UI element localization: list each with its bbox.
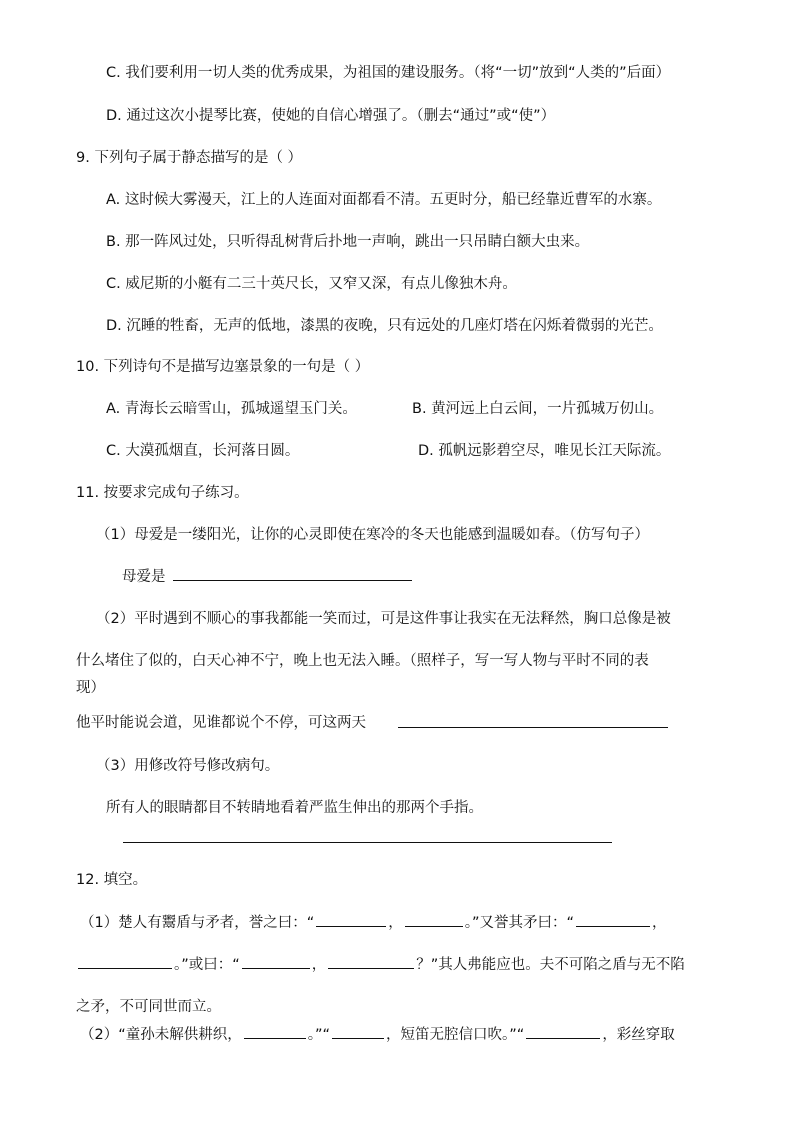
q11-part3-answer-line[interactable]	[123, 842, 612, 843]
q9-option-a: A. 这时候大雾漫天，江上的人连面对面都看不清。五更时分，船已经靠近曹军的水寨。	[106, 192, 662, 208]
q12-text: （1）楚人有鬻盾与矛者，誉之曰：“	[80, 915, 315, 931]
fill-blank[interactable]	[242, 954, 310, 969]
fill-blank[interactable]	[316, 912, 386, 927]
fill-blank[interactable]	[405, 912, 463, 927]
fill-blank[interactable]	[576, 912, 650, 927]
q11-part2-line3: 现）	[76, 680, 105, 696]
q12-stem: 12. 填空。	[76, 872, 148, 888]
q10-option-b: B. 黄河远上白云间，一片孤城万仞山。	[412, 401, 664, 417]
q8-option-d: D. 通过这次小提琴比赛，使她的自信心增强了。（删去“通过”或“使”）	[106, 108, 556, 124]
q10-option-a: A. 青海长云暗雪山，孤城遥望玉门关。	[106, 401, 357, 417]
q12-text: 。”“	[307, 1027, 331, 1043]
q12-part2-line1	[80, 1024, 675, 1046]
q12-text: ，彩丝穿取	[602, 1027, 675, 1043]
q12-part1-line1	[80, 912, 667, 934]
q10-option-c: C. 大漠孤烟直，长河落日圆。	[106, 443, 300, 459]
q11-part3-sentence: 所有人的眼睛都目不转睛地看着严监生伸出的那两个手指。	[106, 800, 483, 816]
fill-blank[interactable]	[328, 954, 414, 969]
q9-option-d: D. 沉睡的牲畜，无声的低地，漆黑的夜晚，只有远处的几座灯塔在闪烁着微弱的光芒。	[106, 318, 663, 334]
q12-text: ，短笛无腔信口吹。”“	[386, 1027, 525, 1043]
fill-blank[interactable]	[244, 1024, 306, 1039]
fill-blank[interactable]	[332, 1024, 384, 1039]
q10-option-d: D. 孤帆远影碧空尽，唯见长江天际流。	[418, 443, 671, 459]
q9-option-c: C. 威尼斯的小艇有二三十英尺长，又窄又深，有点儿像独木舟。	[106, 276, 517, 292]
q12-text: ？”其人弗能应也。夫不可陷之盾与无不陷	[416, 957, 685, 973]
q9-option-b: B. 那一阵风过处，只听得乱树背后扑地一声响，跳出一只吊睛白额大虫来。	[106, 234, 590, 250]
q9-stem: 9. 下列句子属于静态描写的是（ ）	[76, 150, 303, 166]
q12-text: 。”或曰：“	[174, 957, 240, 973]
q11-stem: 11. 按要求完成句子练习。	[76, 485, 249, 501]
q11-part3: （3）用修改符号修改病句。	[96, 758, 280, 774]
fill-blank[interactable]	[78, 954, 172, 969]
q12-text: （2）“童孙未解供耕织，	[80, 1027, 242, 1043]
q11-part2-answer-prefix: 他平时能说会道，见谁都说个不停，可这两天	[76, 715, 366, 731]
q11-part2-line1: （2）平时遇到不顺心的事我都能一笑而过，可是这件事让我实在无法释然，胸口总像是被	[96, 611, 671, 627]
q12-text: ，	[311, 957, 327, 973]
q10-stem: 10. 下列诗句不是描写边塞景象的一句是（ ）	[76, 359, 370, 375]
q12-part1-line3: 之矛，不可同世而立。	[76, 999, 221, 1015]
q11-part1: （1）母爱是一缕阳光，让你的心灵即使在寒冷的冬天也能感到温暖如春。（仿写句子）	[96, 527, 649, 543]
q11-part1-answer-line[interactable]	[173, 580, 412, 581]
q12-text: ，	[652, 915, 667, 931]
q8-option-c: C. 我们要利用一切人类的优秀成果，为祖国的建设服务。（将“一切”放到“人类的”后面）	[106, 65, 671, 81]
q12-part1-line2	[76, 954, 685, 976]
q11-part2-answer-line[interactable]	[398, 727, 668, 728]
q11-part1-answer-prefix: 母爱是	[122, 569, 166, 585]
fill-blank[interactable]	[526, 1024, 600, 1039]
q12-text: 。”又誉其矛曰：“	[464, 915, 575, 931]
q12-text: ，	[388, 915, 403, 931]
q11-part2-line2: 什么堵住了似的，白天心神不宁，晚上也无法入睡。（照样子，写一写人物与平时不同的表	[76, 653, 649, 669]
